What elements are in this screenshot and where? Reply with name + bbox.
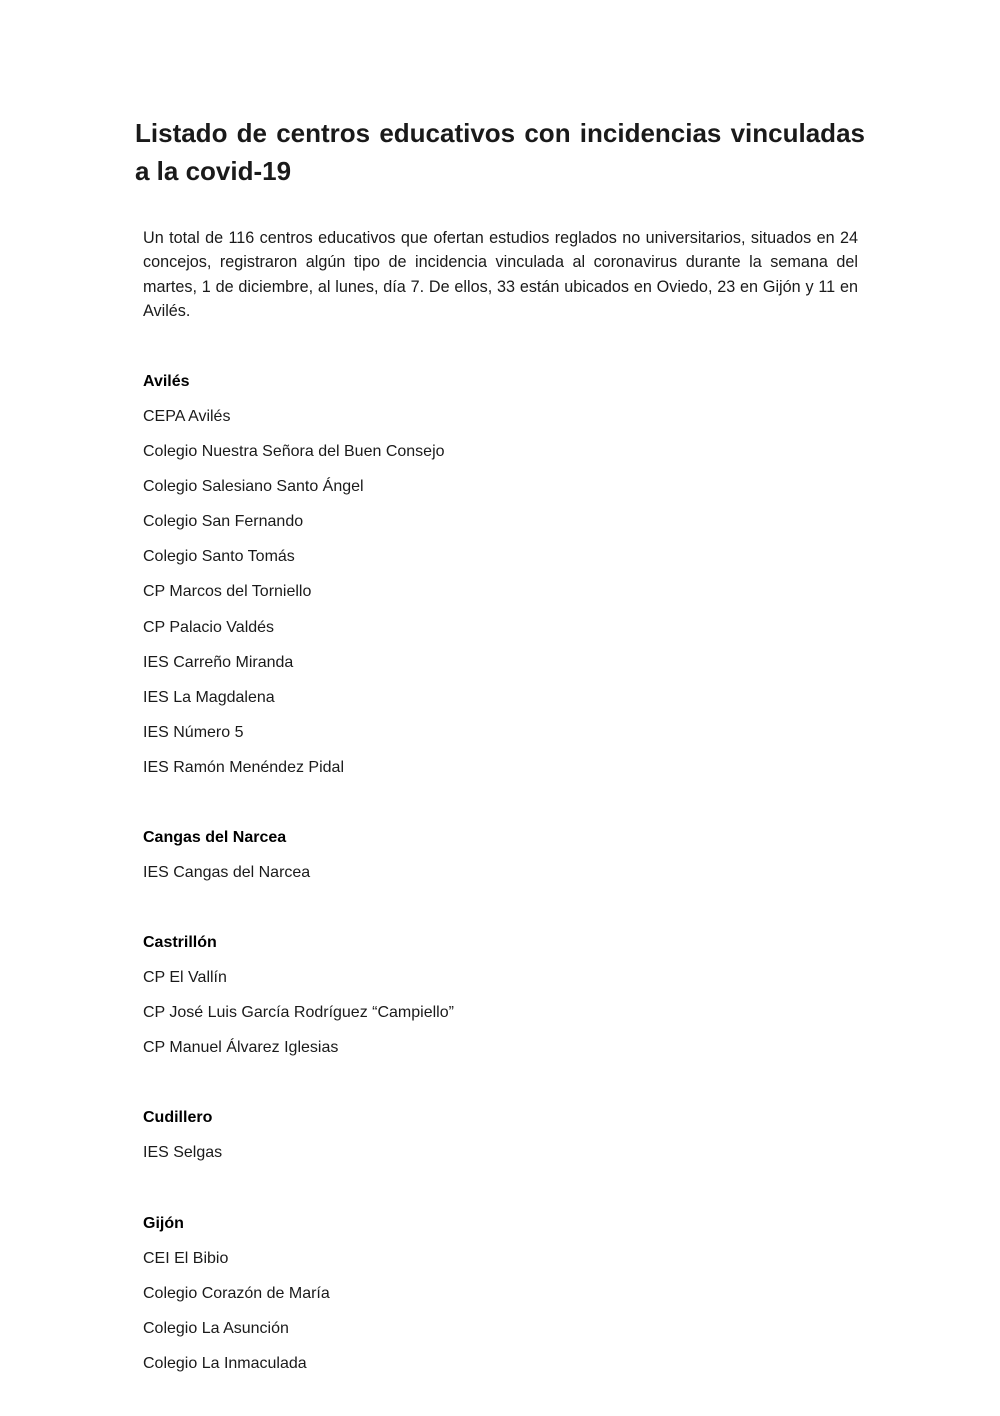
section-castrillon — [143, 925, 858, 1065]
section-aviles — [143, 364, 858, 785]
section-list — [143, 399, 858, 785]
list-item: IES Carreño Miranda — [143, 653, 294, 671]
list-item: CEI El Bibio — [143, 1249, 229, 1267]
section-list — [143, 1241, 858, 1381]
list-item: Colegio La Asunción — [143, 1319, 289, 1337]
list-item: CEPA Avilés — [143, 408, 231, 425]
list-item: Colegio Corazón de María — [143, 1284, 330, 1302]
list-item: Colegio Salesiano Santo Ángel — [143, 478, 364, 496]
section-heading: Gijón — [143, 1214, 184, 1232]
list-item: IES La Magdalena — [143, 688, 275, 706]
intro-paragraph: Un total de 116 centros educativos que ofertan estudios reglados no universitarios, situados en 24 concejos, registraron algún tipo de incidencia vinculada al coronavirus durante la semana del martes, 1 de diciembre, al lunes, día 7. De ellos, 33 están ubicados en Oviedo, 23 en Gijón y 11 en Avilés. — [143, 229, 858, 320]
list-item: CP Manuel Álvarez Iglesias — [143, 1039, 339, 1057]
list-item: IES Ramón Menéndez Pidal — [143, 758, 344, 776]
section-cudillero — [143, 1100, 858, 1170]
section-heading: Cangas del Narcea — [143, 829, 287, 847]
list-item: IES Número 5 — [143, 723, 244, 741]
section-list — [143, 855, 858, 890]
list-item: CP José Luis García Rodríguez “Campiello” — [143, 1004, 454, 1022]
list-item: CP Palacio Valdés — [143, 618, 275, 636]
list-item: Colegio San Fernando — [143, 513, 304, 531]
section-list — [143, 1135, 858, 1170]
list-item: CP Marcos del Torniello — [143, 583, 312, 601]
section-gijon — [143, 1206, 858, 1381]
section-heading: Cudillero — [143, 1109, 213, 1127]
section-heading: Castrillón — [143, 934, 217, 952]
list-item: CP El Vallín — [143, 969, 227, 987]
section-cangas-del-narcea — [143, 820, 858, 890]
list-item: IES Selgas — [143, 1144, 223, 1162]
sections-container — [143, 364, 858, 1416]
list-item: Colegio La Inmaculada — [143, 1354, 307, 1372]
list-item: Colegio Santo Tomás — [143, 548, 295, 566]
document-title: Listado de centros educativos con incidencias vinculadas a la covid-19 — [135, 118, 865, 186]
section-heading: Avilés — [143, 373, 190, 390]
list-item: IES Cangas del Narcea — [143, 864, 311, 882]
list-item: Colegio Nuestra Señora del Buen Consejo — [143, 443, 445, 461]
section-list — [143, 960, 858, 1065]
